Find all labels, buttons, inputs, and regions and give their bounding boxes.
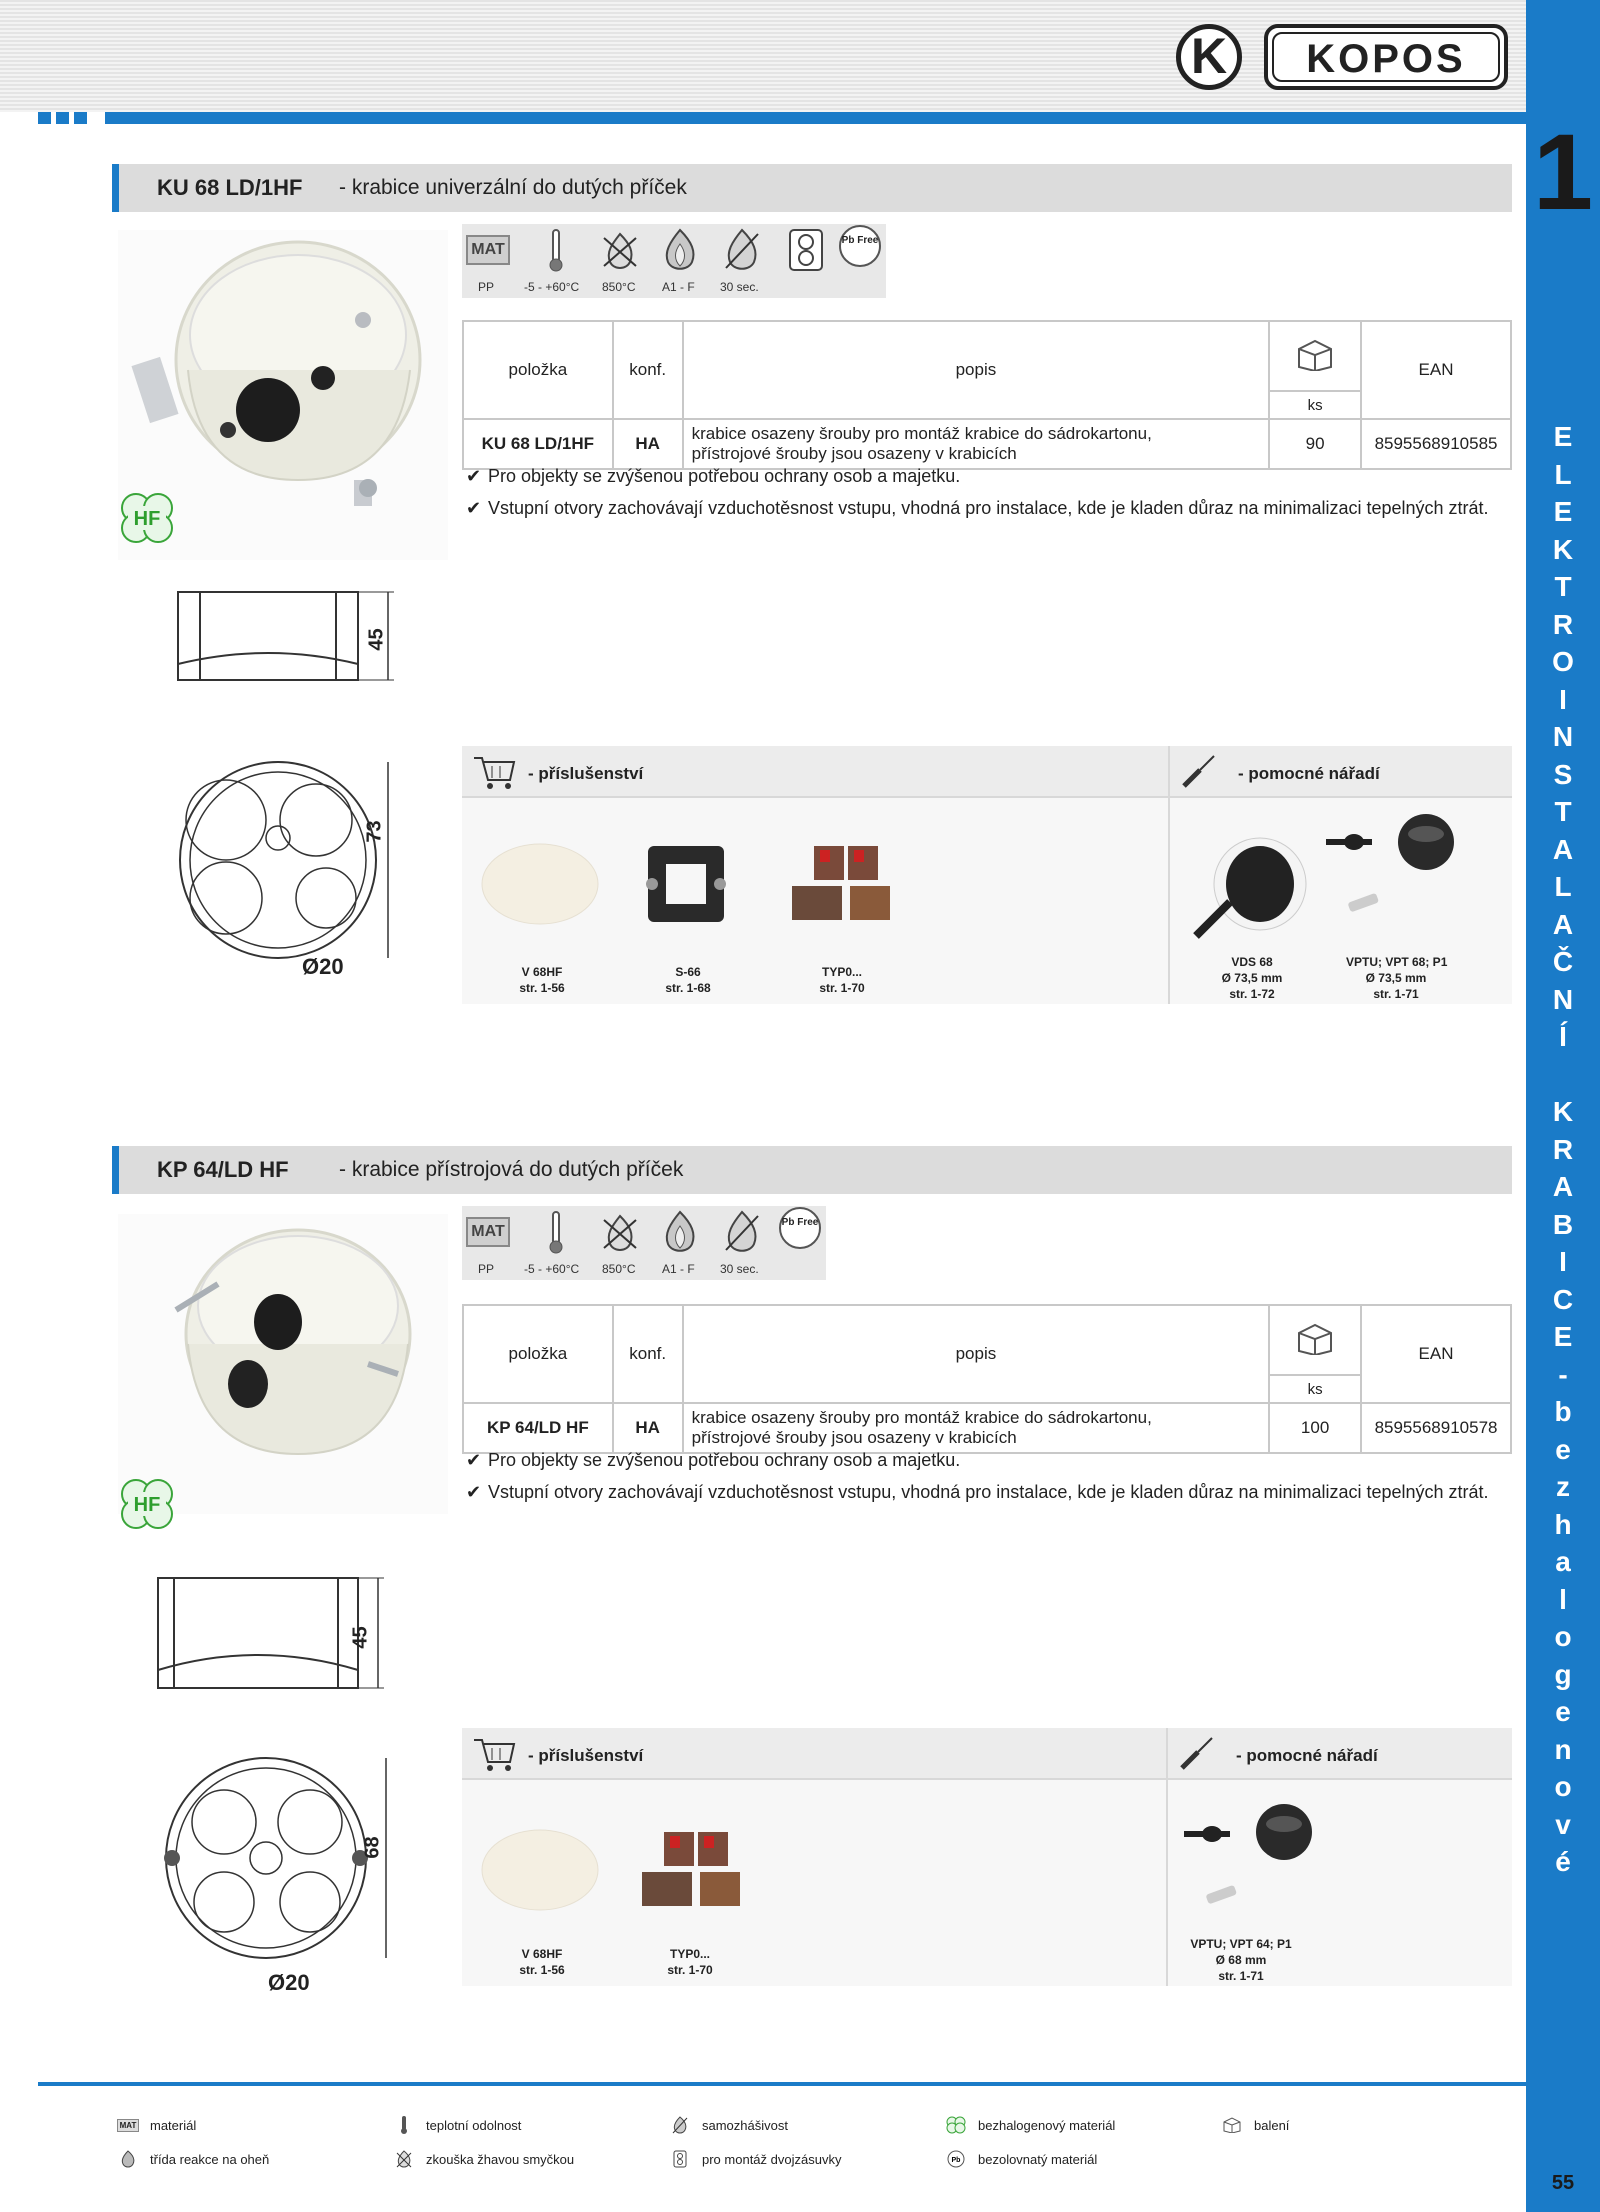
glow-wire-icon <box>394 2150 414 2168</box>
icon-label: 30 sec. <box>720 1262 759 1276</box>
product-heading <box>112 1146 1512 1194</box>
sidebar-letter: A <box>1552 833 1574 865</box>
icon-label: PP <box>478 1262 495 1276</box>
legend-label: bezhalogenový materiál <box>978 2117 1116 2133</box>
sidebar-letter: L <box>1554 871 1572 902</box>
legend-item <box>1222 2116 1289 2134</box>
table-row <box>463 419 1511 469</box>
icon-label: -5 - +60°C <box>524 280 580 294</box>
lead-free-icon: Pb Free <box>779 1207 821 1249</box>
feature-bullet <box>466 466 960 487</box>
sidebar-letter: B <box>1552 1208 1574 1240</box>
desc-line: přístrojové šrouby jsou osazeny v krabicích <box>691 1428 1017 1447</box>
legend-label: teplotní odolnost <box>426 2117 522 2133</box>
sidebar-letter: K <box>1552 1096 1574 1127</box>
legend-label: samozhášivost <box>702 2117 788 2133</box>
col-header-ks: ks <box>1269 391 1361 419</box>
thermometer-icon <box>534 1212 578 1252</box>
table-row <box>463 1403 1511 1453</box>
cell-ean: 8595568910578 <box>1361 1403 1511 1453</box>
col-header-item: položka <box>463 321 613 419</box>
col-header-ean: EAN <box>1361 321 1511 419</box>
header-square <box>38 112 51 124</box>
sidebar-letter: A <box>1552 908 1574 940</box>
tools-title: - pomocné nářadí <box>1238 764 1380 783</box>
sidebar-letter: E <box>1553 496 1573 527</box>
mat-icon: MAT <box>466 235 510 265</box>
mat-icon: MAT <box>118 2116 138 2134</box>
sidebar-letter: e <box>1555 1433 1571 1465</box>
bullet-text: Vstupní otvory zachovávají vzduchotěsnost vstupu, vhodná pro instalace, kde je kladen důraz na minimalizaci tepelných ztrát. <box>488 498 1489 518</box>
bullet-text: Pro objekty se zvýšenou potřebou ochrany osob a majetku. <box>488 1450 961 1470</box>
sidebar-letter: C <box>1552 1283 1574 1315</box>
sidebar-letter: n <box>1554 1733 1572 1765</box>
feature-bullet <box>466 1482 1489 1503</box>
sidebar-letter: l <box>1559 1583 1567 1615</box>
col-header-ean: EAN <box>1361 1305 1511 1403</box>
tools-header <box>1168 1728 1512 1780</box>
accessory-label: TYP0... str. 1-70 <box>667 1947 713 1977</box>
brand-logo[interactable] <box>1264 24 1508 90</box>
lead-free-icon <box>946 2150 966 2168</box>
legend-label: zkouška žhavou smyčkou <box>426 2151 575 2167</box>
legend-item <box>946 2150 1097 2168</box>
accessories-title: - příslušenství <box>528 1746 644 1765</box>
thermometer-icon <box>394 2116 414 2134</box>
lead-free-icon: Pb Free <box>839 225 881 267</box>
legend-label: bezolovnatý materiál <box>978 2151 1098 2167</box>
legend-label: pro montáž dvojzásuvky <box>702 2151 842 2167</box>
package-icon <box>1222 2116 1242 2134</box>
glow-wire-icon <box>598 230 642 270</box>
tools-panel <box>1166 1728 1512 1986</box>
svg-text:Pb: Pb <box>951 2157 961 2164</box>
accessory-label: TYP0... str. 1-70 <box>819 965 865 995</box>
flame-icon <box>118 2150 138 2168</box>
feature-bullet <box>466 1450 960 1471</box>
sidebar-letter: T <box>1554 571 1572 602</box>
icon-label: PP <box>478 280 495 294</box>
footer-line <box>38 2082 1526 2086</box>
accessory-image[interactable] <box>784 842 904 926</box>
sidebar-letter: é <box>1555 1846 1571 1877</box>
cell-ks: 100 <box>1269 1403 1361 1453</box>
package-icon <box>1269 321 1361 391</box>
accessories-header <box>462 1728 1166 1780</box>
sidebar-letter: N <box>1552 721 1574 752</box>
mat-icon: MAT <box>466 1217 510 1247</box>
tool-image[interactable] <box>1190 826 1310 946</box>
sidebar-letter: b <box>1554 1396 1572 1427</box>
col-header-ks: ks <box>1269 1375 1361 1403</box>
self-extinguish-icon <box>720 1212 764 1252</box>
chapter-title-vertical <box>1526 418 1600 1881</box>
legend-item <box>118 2116 196 2134</box>
col-header-desc: popis <box>683 1305 1270 1403</box>
dimension-hole: Ø20 <box>302 954 344 979</box>
chapter-number: 1 <box>1532 111 1594 232</box>
double-socket-icon <box>670 2150 690 2168</box>
accessory-label: S-66 str. 1-68 <box>665 965 711 995</box>
dimension-diameter: 73 <box>363 820 386 843</box>
header-line <box>105 112 1526 124</box>
col-header-conf: konf. <box>613 321 683 419</box>
cell-code: KU 68 LD/1HF <box>463 419 613 469</box>
sidebar-letter: N <box>1552 983 1574 1015</box>
icon-label: A1 - F <box>662 280 695 294</box>
product-code: KP 64/LD HF <box>157 1157 289 1182</box>
tool-image[interactable] <box>1178 1794 1358 1904</box>
logo-mark[interactable]: K <box>1176 24 1242 90</box>
desc-line: přístrojové šrouby jsou osazeny v krabicích <box>691 444 1017 463</box>
page-number: 55 <box>1551 2172 1575 2194</box>
tools-header <box>1170 746 1512 798</box>
dimension-diameter: 68 <box>361 1836 384 1859</box>
sidebar-letter: I <box>1559 1246 1567 1277</box>
sidebar-letter: g <box>1554 1658 1572 1690</box>
sidebar-letter: a <box>1555 1546 1571 1577</box>
sidebar-letter: T <box>1554 796 1572 827</box>
tool-label: VPTU; VPT 68; P1 Ø 73,5 mm str. 1-71 <box>1346 955 1448 1001</box>
cart-icon <box>472 752 516 792</box>
desc-line: krabice osazeny šrouby pro montáž krabice do sádrokartonu, <box>691 424 1152 443</box>
flame-icon <box>658 230 702 270</box>
bullet-text: Vstupní otvory zachovávají vzduchotěsnost vstupu, vhodná pro instalace, kde je kladen důraz na minimalizaci tepelných ztrát. <box>488 1482 1489 1502</box>
sidebar-letter: O <box>1552 646 1574 677</box>
tool-label: VPTU; VPT 64; P1 Ø 68 mm str. 1-71 <box>1190 1937 1292 1983</box>
property-icons <box>462 1206 826 1280</box>
icon-label: 850°C <box>602 1262 636 1276</box>
halogen-free-icon <box>946 2116 966 2134</box>
cell-ean: 8595568910585 <box>1361 419 1511 469</box>
sidebar-letter: E <box>1553 421 1573 452</box>
product-photo <box>118 1214 448 1514</box>
screwdriver-icon <box>1176 1734 1216 1774</box>
legend-label: třída reakce na oheň <box>150 2151 270 2167</box>
hf-badge-label: HF <box>133 1494 161 1516</box>
check-icon: ✔ <box>466 498 482 518</box>
legend-item <box>670 2150 841 2168</box>
sidebar-letter: R <box>1552 1133 1574 1165</box>
sidebar-letter: K <box>1552 533 1574 565</box>
col-header-conf: konf. <box>613 1305 683 1403</box>
legend-item <box>394 2150 574 2168</box>
hf-badge-label: HF <box>133 508 161 530</box>
bullet-text: Pro objekty se zvýšenou potřebou ochrany osob a majetku. <box>488 466 961 486</box>
cell-conf: HA <box>613 419 683 469</box>
accessory-label: V 68HF str. 1-56 <box>519 1947 565 1977</box>
package-icon <box>1269 1305 1361 1375</box>
col-header-item: položka <box>463 1305 613 1403</box>
sidebar-letter: R <box>1552 608 1574 640</box>
product-table <box>462 1304 1512 1454</box>
desc-line: krabice osazeny šrouby pro montáž krabice do sádrokartonu, <box>691 1408 1152 1427</box>
product-code: KU 68 LD/1HF <box>157 175 303 200</box>
sidebar-letter: Í <box>1559 1021 1567 1052</box>
legend-item <box>946 2116 1115 2134</box>
accessory-image[interactable] <box>634 1828 754 1912</box>
sidebar-letter: Č <box>1552 946 1574 977</box>
sidebar-letter: I <box>1559 683 1567 715</box>
icon-label: A1 - F <box>662 1262 695 1276</box>
flame-icon <box>658 1212 702 1252</box>
cell-conf: HA <box>613 1403 683 1453</box>
sidebar-letter: o <box>1554 1621 1572 1652</box>
sidebar-letter: E <box>1553 1321 1573 1352</box>
col-header-desc: popis <box>683 321 1270 419</box>
tool-label: VDS 68 Ø 73,5 mm str. 1-72 <box>1221 955 1283 1001</box>
glow-wire-icon <box>598 1212 642 1252</box>
dimension-hole: Ø20 <box>268 1970 310 1995</box>
sidebar-letter: v <box>1555 1808 1571 1840</box>
header-square <box>74 112 87 124</box>
sidebar-letter: z <box>1556 1471 1570 1502</box>
top-view-drawing <box>150 1742 400 1992</box>
accessory-image[interactable] <box>480 842 600 926</box>
product-heading <box>112 164 1512 212</box>
cart-icon <box>472 1734 516 1774</box>
cell-desc <box>683 419 1270 469</box>
sidebar-letter: e <box>1555 1696 1571 1727</box>
accessory-image[interactable] <box>480 1828 600 1912</box>
accessories-panel <box>462 1728 1166 1986</box>
dimension-height: 45 <box>349 1626 372 1649</box>
accessories-panel <box>462 746 1168 1004</box>
product-table <box>462 320 1512 470</box>
legend-item <box>670 2116 788 2134</box>
sidebar-letter: A <box>1552 1171 1574 1202</box>
sidebar-letter: S <box>1553 758 1573 790</box>
accessory-label: V 68HF str. 1-56 <box>519 965 565 995</box>
cell-code: KP 64/LD HF <box>463 1403 613 1453</box>
tool-image[interactable] <box>1320 812 1500 912</box>
thermometer-icon <box>534 230 578 270</box>
legend-item <box>394 2116 521 2134</box>
check-icon: ✔ <box>466 466 482 486</box>
cell-desc <box>683 1403 1270 1453</box>
legend-label: materiál <box>150 2117 197 2133</box>
sidebar-letter: - <box>1558 1358 1568 1390</box>
self-extinguish-icon <box>670 2116 690 2134</box>
accessory-image[interactable] <box>640 838 732 930</box>
icon-label: 30 sec. <box>720 280 759 294</box>
property-icons <box>462 224 886 298</box>
legend-label: balení <box>1254 2117 1290 2133</box>
brand-name: KOPOS <box>1272 32 1500 82</box>
accessories-title: - příslušenství <box>528 764 644 783</box>
tools-title: - pomocné nářadí <box>1236 1746 1378 1765</box>
header-square <box>56 112 69 124</box>
accessories-header <box>462 746 1168 798</box>
icon-label: -5 - +60°C <box>524 1262 580 1276</box>
top-view-drawing <box>166 748 406 988</box>
sidebar-letter: h <box>1554 1508 1572 1540</box>
product-title: - krabice univerzální do dutých příček <box>339 176 687 199</box>
product-title: - krabice přístrojová do dutých příček <box>339 1158 684 1181</box>
check-icon: ✔ <box>466 1450 482 1470</box>
tools-panel <box>1168 746 1512 1004</box>
sidebar-letter: L <box>1554 458 1572 490</box>
check-icon: ✔ <box>466 1482 482 1502</box>
double-socket-icon <box>784 230 828 270</box>
sidebar-letter: o <box>1554 1771 1572 1802</box>
screwdriver-icon <box>1178 752 1218 792</box>
feature-bullet <box>466 498 1489 519</box>
icon-label: 850°C <box>602 280 636 294</box>
cell-ks: 90 <box>1269 419 1361 469</box>
dimension-height: 45 <box>365 628 388 651</box>
self-extinguish-icon <box>720 230 764 270</box>
legend-item <box>118 2150 269 2168</box>
